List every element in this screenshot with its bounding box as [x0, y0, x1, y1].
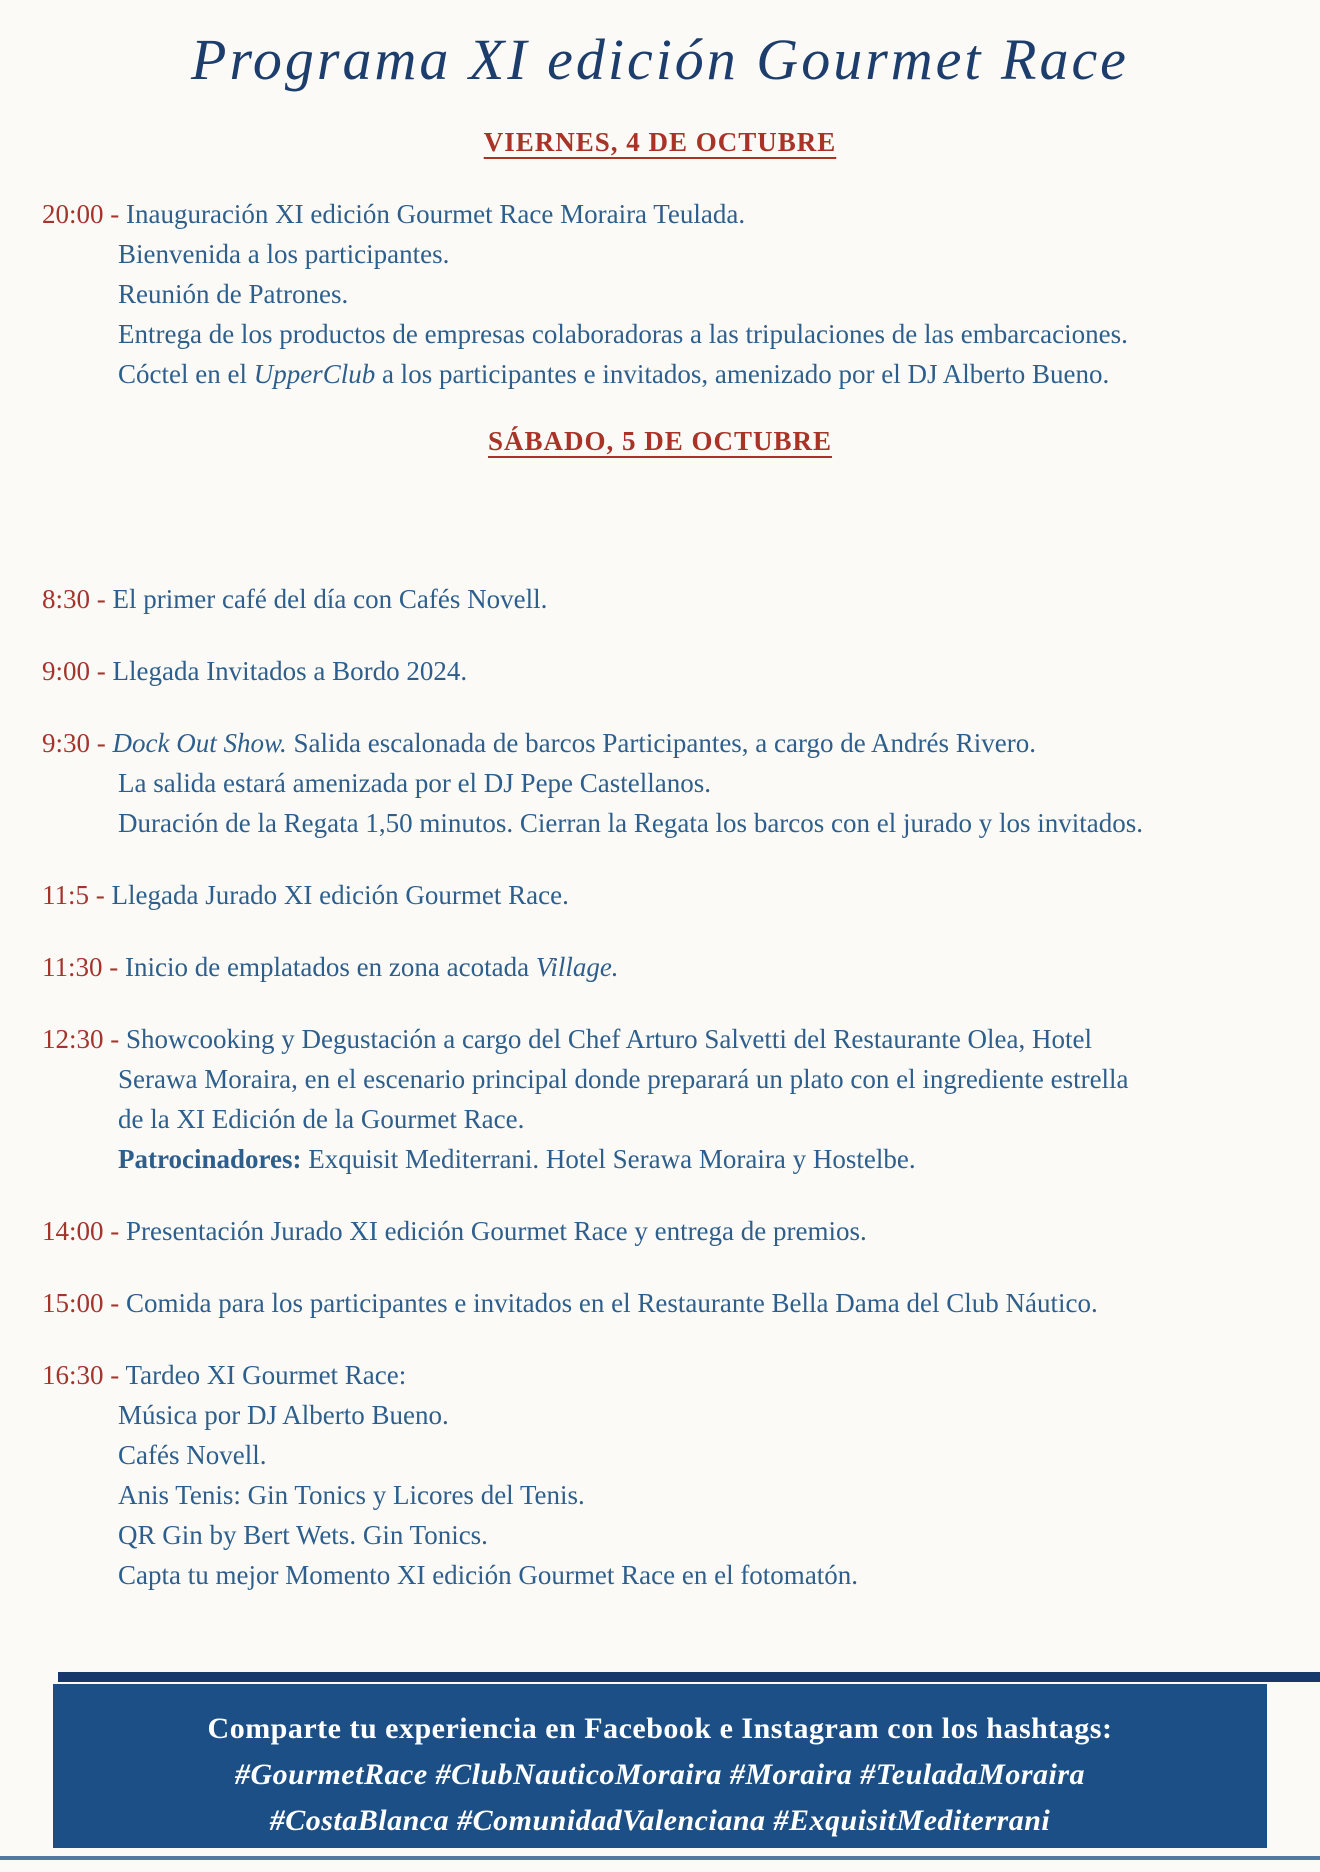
event-first-line: [42, 579, 1304, 619]
footer-share-text: Comparte tu experiencia en Facebook e Instagram con los hashtags:: [207, 1712, 1113, 1745]
event-text-segment: Inicio de emplatados en zona acotada: [125, 952, 536, 982]
event-text-segment: Tardeo XI Gourmet Race:: [125, 1360, 407, 1390]
day-heading-saturday: SÁBADO, 5 DE OCTUBRE: [487, 426, 833, 456]
event-row: [42, 1211, 1304, 1251]
event-text-segment: QR Gin by Bert Wets. Gin Tonics.: [118, 1520, 488, 1550]
event-continuation-line: [42, 1099, 1304, 1139]
event-first-line: [42, 723, 1304, 763]
event-continuation-line: [42, 1059, 1304, 1099]
event-row: [42, 947, 1304, 987]
event-continuation-line: [42, 1515, 1304, 1555]
event-first-line: [42, 947, 1304, 987]
day-section-friday: [0, 127, 1320, 394]
footer-hashtags-line2: #CostaBlanca #ComunidadValenciana #ExquisitMediterrani: [269, 1804, 1051, 1837]
event-row: [42, 723, 1304, 843]
event-text-segment: Bienvenida a los participantes.: [118, 239, 450, 269]
event-list-friday: [0, 194, 1320, 394]
event-time: 11:30 -: [42, 952, 125, 982]
event-first-line: [42, 1355, 1304, 1395]
event-text-segment: Llegada Jurado XI edición Gourmet Race.: [111, 880, 569, 910]
event-text-segment: Llegada Invitados a Bordo 2024.: [112, 656, 468, 686]
event-text-segment: Inauguración XI edición Gourmet Race Moraira Teulada.: [126, 199, 746, 229]
event-time: 9:00 -: [42, 656, 113, 686]
page-title: Programa XI edición Gourmet Race: [191, 27, 1129, 92]
event-row: [42, 1019, 1304, 1179]
event-row: [42, 875, 1304, 915]
event-text-segment: Comida para los participantes e invitados en el Restaurante Bella Dama del Club Náutico.: [126, 1288, 1098, 1318]
event-continuation-line: [42, 803, 1304, 843]
event-first-line: [42, 194, 1304, 234]
event-first-line: [42, 1283, 1304, 1323]
event-text-segment: Duración de la Regata 1,50 minutos. Cierran la Regata los barcos con el jurado y los invitados.: [118, 808, 1143, 838]
event-time: 8:30 -: [42, 584, 113, 614]
event-text-segment: Salida escalonada de barcos Participantes, a cargo de Andrés Rivero.: [286, 728, 1036, 758]
footer-hashtags-line1: #GourmetRace #ClubNauticoMoraira #Moraira #TeuladaMoraira: [235, 1758, 1085, 1791]
event-continuation-line: [42, 763, 1304, 803]
event-text-segment: Cafés Novell.: [118, 1440, 267, 1470]
event-row: [42, 579, 1304, 619]
event-text-segment: Anis Tenis: Gin Tonics y Licores del Tenis.: [118, 1480, 585, 1510]
event-continuation-line: [42, 1555, 1304, 1595]
event-row: [42, 1355, 1304, 1595]
event-first-line: [42, 1211, 1304, 1251]
event-time: 12:30 -: [42, 1024, 126, 1054]
event-continuation-line: [42, 1435, 1304, 1475]
event-text-segment: Showcooking y Degustación a cargo del Chef Arturo Salvetti del Restaurante Olea, Hotel: [126, 1024, 1093, 1054]
event-text-segment: Música por DJ Alberto Bueno.: [118, 1400, 449, 1430]
event-row: [42, 651, 1304, 691]
event-time: 20:00 -: [42, 199, 126, 229]
event-text-segment: Cóctel en el: [118, 359, 254, 389]
event-first-line: [42, 651, 1304, 691]
footer-banner: [53, 1684, 1267, 1848]
event-continuation-line: [42, 234, 1304, 274]
event-list-saturday: [0, 579, 1320, 1595]
event-time: 16:30 -: [42, 1360, 126, 1390]
footer-bottom-line: [0, 1856, 1320, 1860]
event-text-segment: El primer café del día con Cafés Novell.: [112, 584, 548, 614]
event-row: [42, 194, 1304, 394]
event-time: 9:30 -: [42, 728, 113, 758]
event-text-segment: Exquisit Mediterrani. Hotel Serawa Moraira y Hostelbe.: [301, 1144, 916, 1174]
event-text-segment: Village.: [535, 952, 619, 982]
event-row: [42, 1283, 1304, 1323]
event-continuation-line: [42, 1139, 1304, 1179]
event-text-segment: Reunión de Patrones.: [118, 279, 349, 309]
event-time: 14:00 -: [42, 1216, 126, 1246]
event-text-segment: Dock Out Show.: [112, 728, 287, 758]
event-continuation-line: [42, 314, 1304, 354]
day-section-saturday: [0, 426, 1320, 1595]
event-text-segment: a los participantes e invitados, amenizado por el DJ Alberto Bueno.: [375, 359, 1110, 389]
event-text-segment: Serawa Moraira, en el escenario principal donde preparará un plato con el ingrediente estrella: [118, 1064, 1129, 1094]
event-text-segment: Presentación Jurado XI edición Gourmet Race y entrega de premios.: [126, 1216, 867, 1246]
event-text-segment: Capta tu mejor Momento XI edición Gourmet Race en el fotomatón.: [118, 1560, 859, 1590]
event-text-segment: UpperClub: [253, 359, 376, 389]
event-first-line: [42, 875, 1304, 915]
event-first-line: [42, 1019, 1304, 1059]
footer-top-stripe: [58, 1672, 1320, 1682]
event-continuation-line: [42, 354, 1304, 394]
event-time: 11:5 -: [42, 880, 112, 910]
event-continuation-line: [42, 274, 1304, 314]
event-text-segment: Entrega de los productos de empresas colaboradoras a las tripulaciones de las embarcaciones.: [118, 319, 1128, 349]
event-time: 15:00 -: [42, 1288, 126, 1318]
event-text-segment: Patrocinadores:: [118, 1144, 302, 1174]
event-text-segment: La salida estará amenizada por el DJ Pepe Castellanos.: [118, 768, 712, 798]
event-continuation-line: [42, 1395, 1304, 1435]
event-continuation-line: [42, 1475, 1304, 1515]
day-heading-friday: VIERNES, 4 DE OCTUBRE: [483, 127, 837, 157]
event-text-segment: de la XI Edición de la Gourmet Race.: [118, 1104, 525, 1134]
